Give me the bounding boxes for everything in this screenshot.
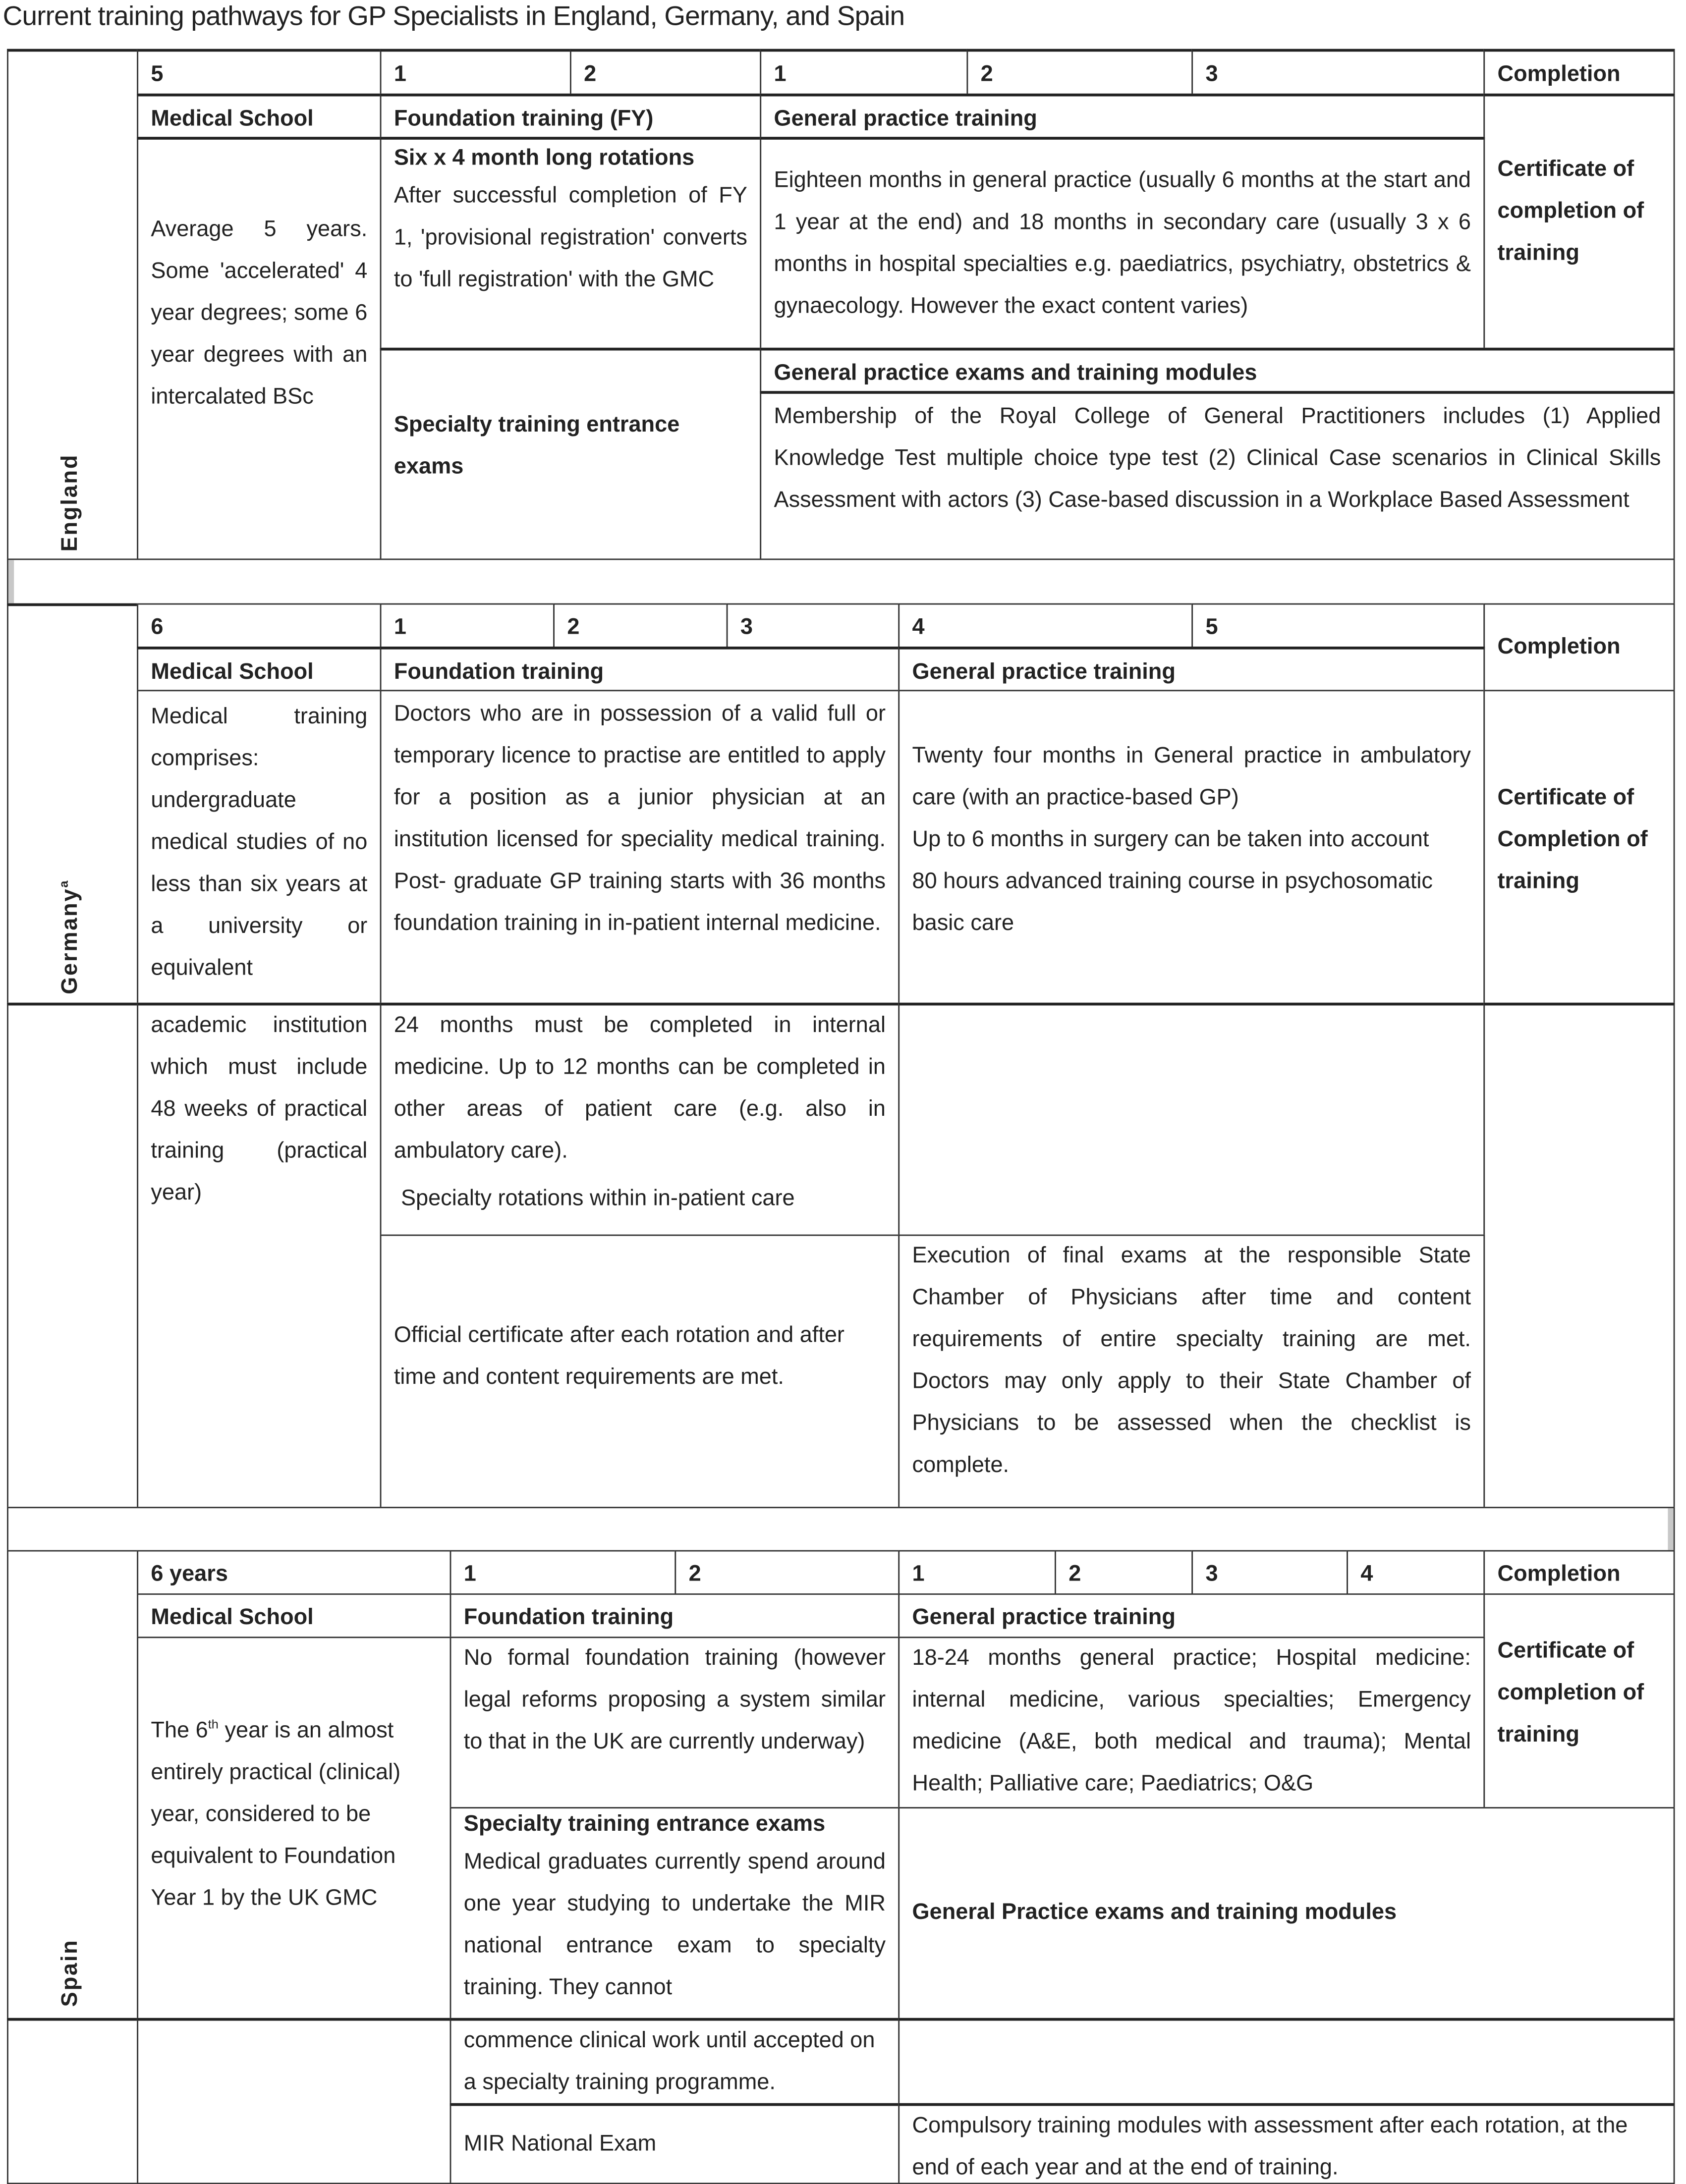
germany-stage-foundation: Foundation training bbox=[380, 647, 900, 691]
germany-completion-cell bbox=[1483, 690, 1675, 1004]
germany-year-3: 3 bbox=[727, 603, 900, 648]
spain-gp-text: 18-24 months general practice; Hospital medicine: internal medicine, various specialties; Emergency medicine (A&E, both medical and trauma); Mental Health; Palliative care; Paediatrics; O&G bbox=[898, 1637, 1485, 1808]
page-title: Current training pathways for GP Specialists in England, Germany, and Spain bbox=[2, 1, 905, 32]
spain-entrance-heading: Specialty training entrance exams bbox=[463, 1812, 826, 1837]
spain-country-cell bbox=[7, 1550, 138, 2020]
germany-gp-text-1: Twenty four months in General practice in ambulatory care (with an practice-based GP) bbox=[912, 743, 1471, 810]
germany-label bbox=[50, 879, 92, 994]
england-medical-school-desc: Average 5 years. Some 'accelerated' 4 year degrees; some 6 year degrees with an intercalated BSc bbox=[151, 218, 368, 409]
england-medical-school-text bbox=[137, 137, 381, 560]
spain-stage-medical-school: Medical School bbox=[137, 1593, 451, 1638]
england-entrance-exams bbox=[380, 348, 761, 560]
germany-year-5: 5 bbox=[1191, 603, 1485, 648]
section-divider bbox=[7, 558, 1675, 604]
germany-label-text: Germany bbox=[58, 887, 83, 994]
germany-final-exams-text: Execution of final exams at the responsible State Chamber of Physicians after time and content requirements of entire specialty training are met. Doctors may only apply to their State Chamber of Physicians to be assessed when the checklist is complete. bbox=[898, 1235, 1485, 1508]
spain-medical-school-text-sup: th bbox=[208, 1717, 219, 1732]
spain-gp-exams-heading: General Practice exams and training modules bbox=[912, 1901, 1397, 1925]
england-year-gp3: 3 bbox=[1191, 49, 1485, 95]
spain-entrance-cell bbox=[450, 1807, 900, 2019]
spain-entrance-text-2: commence clinical work until accepted on a specialty training programme. bbox=[450, 2018, 900, 2105]
england-gp-exams-heading: General practice exams and training modules bbox=[760, 348, 1675, 392]
germany-label-footnote: a bbox=[56, 879, 71, 888]
spain-gp-empty-cell bbox=[898, 2018, 1675, 2105]
germany-country-cell-cont bbox=[7, 1003, 138, 1508]
england-completion-text: Certificate of completion of training bbox=[1497, 158, 1644, 266]
germany-gp-empty-cell bbox=[898, 1003, 1485, 1236]
england-foundation-cell bbox=[380, 137, 761, 349]
spain-label: Spain bbox=[58, 1939, 83, 2007]
spain-country-cell-cont bbox=[7, 2018, 138, 2184]
england-year-fy2: 2 bbox=[570, 49, 761, 95]
germany-gp-cell bbox=[898, 690, 1485, 1004]
germany-year-4: 4 bbox=[898, 603, 1193, 648]
england-stage-medical-school: Medical School bbox=[137, 94, 381, 138]
spain-year-fy1: 1 bbox=[450, 1550, 676, 1595]
spain-medical-school-text-post: year is an almost entirely practical (clinical) year, considered to be equivalent to Foundation Year 1 by the UK GMC bbox=[151, 1719, 401, 1911]
germany-stage-gp: General practice training bbox=[898, 647, 1485, 691]
spain-medical-school-empty bbox=[137, 2018, 451, 2184]
spain-foundation-text: No formal foundation training (however legal reforms proposing a system similar to that in the UK are currently underway) bbox=[450, 1637, 900, 1808]
spain-year-gp3: 3 bbox=[1191, 1550, 1348, 1595]
germany-year-2: 2 bbox=[553, 603, 728, 648]
germany-medical-school-text-2: academic institution which must include 48 weeks of practical training (practical year) bbox=[137, 1003, 381, 1508]
spain-year-completion: Completion bbox=[1483, 1550, 1675, 1595]
germany-completion-empty-cell bbox=[1483, 1003, 1675, 1508]
spain-gp-exams-heading-cell bbox=[898, 1807, 1675, 2019]
england-year-gp1: 1 bbox=[760, 49, 968, 95]
england-country-cell bbox=[7, 49, 138, 560]
germany-year-1: 1 bbox=[380, 603, 555, 648]
spain-mir-exam: MIR National Exam bbox=[463, 2131, 657, 2156]
germany-certificate-cell bbox=[380, 1235, 900, 1508]
england-year-gp2: 2 bbox=[966, 49, 1193, 95]
spain-medical-school-cell bbox=[137, 1637, 451, 2019]
spain-year-fy2: 2 bbox=[674, 1550, 899, 1595]
england-year-fy1: 1 bbox=[380, 49, 571, 95]
spain-year-med: 6 years bbox=[137, 1550, 451, 1595]
germany-stage-medical-school: Medical School bbox=[137, 647, 381, 691]
germany-foundation-text-2: 24 months must be completed in internal medicine. Up to 12 months can be completed in other areas of patient care (e.g. also in ambulatory care). bbox=[393, 1014, 886, 1163]
england-entrance-exams-label: Specialty training entrance exams bbox=[393, 412, 680, 479]
germany-country-cell bbox=[7, 603, 138, 1004]
spain-year-gp2: 2 bbox=[1055, 1550, 1193, 1595]
spain-stage-gp: General practice training bbox=[898, 1593, 1485, 1638]
germany-year-med: 6 bbox=[137, 603, 381, 648]
england-gp-desc: Eighteen months in general practice (usually 6 months at the start and 1 year at the end) and 18 months in secondary care (usually 3 x 6 months in hospital specialties e.g. paediatrics, psychiatry, obstetrics & gynaecology. However the exact content varies) bbox=[774, 168, 1471, 318]
germany-foundation-cell-2 bbox=[380, 1003, 900, 1236]
england-year-med: 5 bbox=[137, 49, 381, 95]
germany-completion-label: Completion bbox=[1497, 635, 1621, 658]
england-label: England bbox=[58, 453, 83, 552]
germany-gp-text-2: Up to 6 months in surgery can be taken into account bbox=[912, 827, 1429, 851]
england-stage-foundation: Foundation training (FY) bbox=[380, 94, 761, 138]
england-year-completion: Completion bbox=[1483, 49, 1675, 95]
germany-specialty-rotations: Specialty rotations within in-patient care bbox=[400, 1187, 795, 1211]
england-foundation-heading: Six x 4 month long rotations bbox=[393, 146, 695, 170]
spain-stage-foundation: Foundation training bbox=[450, 1593, 900, 1638]
england-gp-exams-text: Membership of the Royal College of General Practitioners includes (1) Applied Knowledge Test multiple choice type test (2) Clinical Case scenarios in Clinical Skills Assessment with actors (3) Case-based discussion in a Workplace Based Assessment bbox=[760, 391, 1675, 560]
spain-year-gp1: 1 bbox=[898, 1550, 1056, 1595]
germany-medical-school-text-1: Medical training comprises: undergraduate medical studies of no less than six years at a university or equivalent bbox=[137, 690, 381, 1004]
england-gp-text bbox=[760, 137, 1485, 349]
spain-year-gp4: 4 bbox=[1347, 1550, 1485, 1595]
germany-gp-text-3: 80 hours advanced training course in psychosomatic basic care bbox=[912, 869, 1433, 935]
germany-year-completion bbox=[1483, 603, 1675, 692]
england-completion-cell bbox=[1483, 94, 1675, 349]
spain-entrance-text-1: Medical graduates currently spend around one year studying to undertake the MIR national entrance exam to specialty training. They cannot bbox=[463, 1850, 886, 2000]
germany-completion-text: Certificate of Completion of training bbox=[1497, 785, 1648, 893]
germany-certificate-text: Official certificate after each rotation and after time and content requirements are met. bbox=[393, 1324, 844, 1390]
england-foundation-text: After successful completion of FY 1, 'provisional registration' converts to 'full registration' with the GMC bbox=[393, 184, 747, 292]
spain-completion-text: Certificate of completion of training bbox=[1483, 1593, 1675, 1808]
germany-foundation-text: Doctors who are in possession of a valid full or temporary licence to practise are entitled to apply for a position as a junior physician at an institution licensed for speciality medical training. Post- graduate GP training starts with 36 months foundation training in in-patient internal medicine. bbox=[380, 690, 900, 1004]
spain-mir-exam-cell bbox=[450, 2103, 900, 2184]
spain-medical-school-text-pre: The 6 bbox=[151, 1719, 208, 1743]
spain-modules-text: Compulsory training modules with assessment after each rotation, at the end of each year and at the end of training. bbox=[898, 2103, 1675, 2184]
section-divider bbox=[7, 1507, 1675, 1551]
england-stage-gp: General practice training bbox=[760, 94, 1485, 138]
